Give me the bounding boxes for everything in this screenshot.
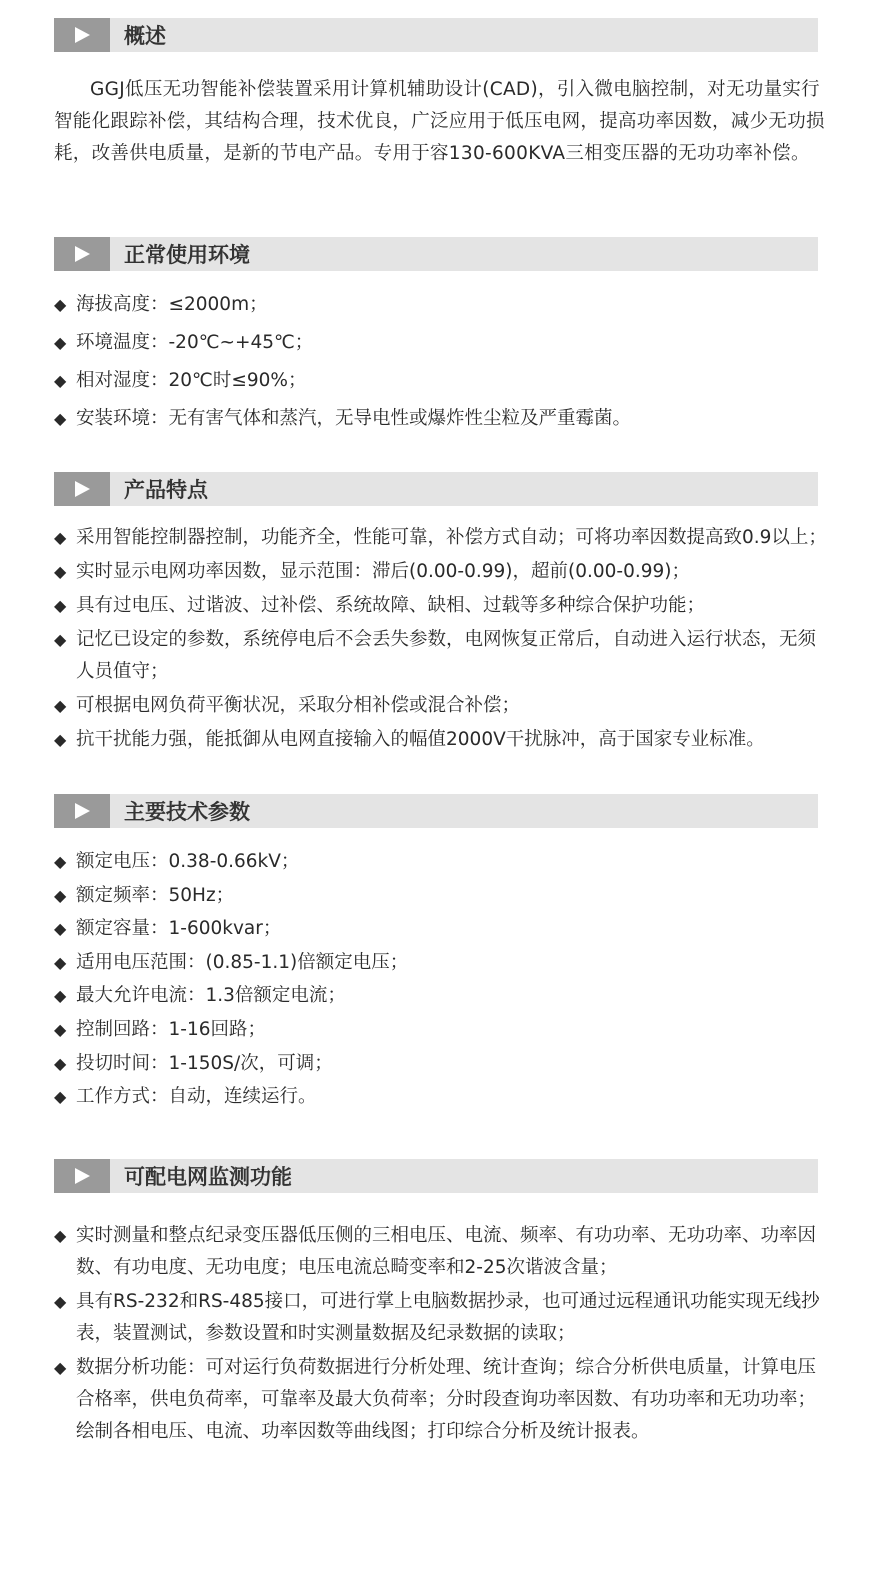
list-item: ◆ 相对湿度：20℃时≤90%； [54,362,829,400]
diamond-bullet-icon: ◆ [54,885,67,905]
list-item: ◆ 安装环境：无有害气体和蒸汽，无导电性或爆炸性尘粒及严重霉菌。 [54,400,829,438]
list-item: ◆ 数据分析功能：可对运行负荷数据进行分析处理、统计查询；综合分析供电质量，计算电压合格率，供电负荷率，可靠率及最大负荷率；分时段查询功率因数、有功功率和无功功率；绘制各相电压、电流、功率因数等曲线图；打印综合分析及统计报表。 [54,1352,829,1448]
diamond-bullet-icon: ◆ [54,295,67,314]
diamond-bullet-icon: ◆ [54,596,67,615]
list-item: ◆ 工作方式：自动，连续运行。 [54,1080,829,1114]
section-header-features [54,472,818,506]
section-header-environment [54,237,818,271]
diamond-bullet-icon: ◆ [54,1358,67,1377]
play-triangle-icon [75,481,90,497]
section-title: 正常使用环境 [124,243,250,267]
diamond-bullet-icon: ◆ [54,528,67,547]
section-tag [54,1159,110,1193]
monitoring-list [54,1220,829,1450]
features-list [54,522,829,758]
list-item: ◆ 额定电压：0.38-0.66kV； [54,845,829,879]
diamond-bullet-icon: ◆ [54,852,67,871]
section-title: 产品特点 [124,478,208,502]
list-item: ◆ 具有RS-232和RS-485接口，可进行掌上电脑数据抄录，也可通过远程通讯功能实现无线抄表，装置测试，参数设置和时实测量数据及纪录数据的读取； [54,1286,829,1350]
diamond-bullet-icon: ◆ [54,919,67,939]
play-triangle-icon [75,246,90,262]
diamond-bullet-icon: ◆ [54,562,67,581]
section-header-overview [54,18,818,52]
environment-list [54,286,829,438]
tech-list [54,845,829,1114]
list-item: ◆ 实时测量和整点纪录变压器低压侧的三相电压、电流、频率、有功功率、无功功率、功率因数、有功电度、无功电度；电压电流总畸变率和2-25次谐波含量； [54,1220,829,1284]
diamond-bullet-icon: ◆ [54,630,67,649]
diamond-bullet-icon: ◆ [54,986,67,1006]
diamond-bullet-icon: ◆ [54,1053,67,1073]
list-item: ◆ 记忆已设定的参数，系统停电后不会丢失参数，电网恢复正常后，自动进入运行状态，无须人员值守； [54,624,829,688]
overview-paragraph: GGJ低压无功智能补偿装置采用计算机辅助设计(CAD)，引入微电脑控制，对无功量实行智能化跟踪补偿，其结构合理，技术优良，广泛应用于低压电网，提高功率因数，减少无功损耗，改善供电质量，是新的节电产品。专用于容130-600KVA三相变压器的无功功率补偿。 [54,79,825,164]
section-tag [54,794,110,828]
list-item: ◆ 实时显示电网功率因数，显示范围：滞后(0.00-0.99)，超前(0.00-0.99)； [54,556,829,588]
list-item: ◆ 环境温度：-20℃~+45℃； [54,324,829,362]
diamond-bullet-icon: ◆ [54,1226,67,1245]
diamond-bullet-icon: ◆ [54,1292,67,1311]
list-item: ◆ 可根据电网负荷平衡状况，采取分相补偿或混合补偿； [54,690,829,722]
diamond-bullet-icon: ◆ [54,371,67,390]
section-tag [54,18,110,52]
list-item: ◆ 海拔高度：≤2000m； [54,286,829,324]
list-item: ◆ 控制回路：1-16回路； [54,1013,829,1047]
diamond-bullet-icon: ◆ [54,696,67,715]
diamond-bullet-icon: ◆ [54,730,67,749]
diamond-bullet-icon: ◆ [54,1087,67,1107]
diamond-bullet-icon: ◆ [54,333,67,352]
list-item: ◆ 投切时间：1-150S/次，可调； [54,1047,829,1081]
section-title: 可配电网监测功能 [124,1165,292,1189]
list-item: ◆ 采用智能控制器控制，功能齐全，性能可靠，补偿方式自动；可将功率因数提高致0.9以上； [54,522,829,554]
play-triangle-icon [75,803,90,819]
section-header-tech [54,794,818,828]
list-item: ◆ 最大允许电流：1.3倍额定电流； [54,979,829,1013]
section-title: 主要技术参数 [124,800,250,824]
diamond-bullet-icon: ◆ [54,952,67,972]
section-tag [54,237,110,271]
list-item: ◆ 抗干扰能力强，能抵御从电网直接输入的幅值2000V干扰脉冲，高于国家专业标准。 [54,724,829,756]
list-item: ◆ 额定容量：1-600kvar； [54,912,829,946]
section-header-monitoring [54,1159,818,1193]
section-title: 概述 [124,24,166,48]
list-item: ◆ 具有过电压、过谐波、过补偿、系统故障、缺相、过载等多种综合保护功能； [54,590,829,622]
diamond-bullet-icon: ◆ [54,409,67,428]
play-triangle-icon [75,1168,90,1184]
play-triangle-icon [75,27,90,43]
list-item: ◆ 额定频率：50Hz； [54,879,829,913]
section-tag [54,472,110,506]
diamond-bullet-icon: ◆ [54,1019,67,1039]
list-item: ◆ 适用电压范围：(0.85-1.1)倍额定电压； [54,946,829,980]
